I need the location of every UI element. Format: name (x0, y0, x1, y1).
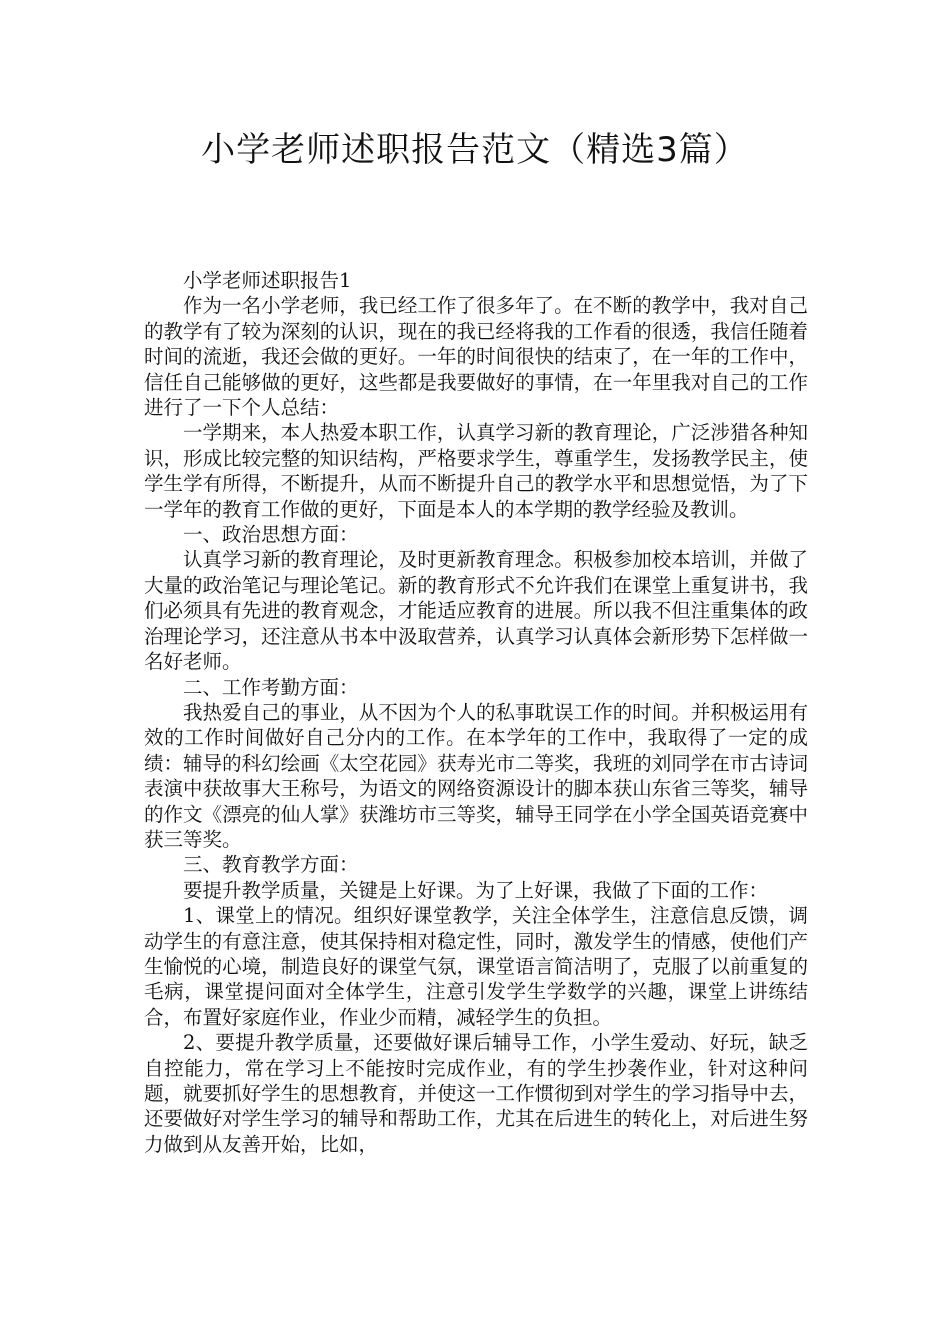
paragraph: 认真学习新的教育理论，及时更新教育理念。积极参加校本培训，并做了大量的政治笔记与理论笔记。新的教育形式不允许我们在课堂上重复讲书，我们必须具有先进的教育观念，才能适应教育的进展。所以我不但注重集体的政治理论学习，还注意从书本中汲取营养，认真学习认真体会新形势下怎样做一名好老师。 (144, 548, 808, 674)
section-heading: 一、政治思想方面： (183, 523, 359, 547)
section-heading: 三、教育教学方面： (183, 853, 359, 877)
document-body (144, 268, 808, 1157)
paragraph: 一学期来，本人热爱本职工作，认真学习新的教育理论，广泛涉猎各种知识，形成比较完整的知识结构，严格要求学生，尊重学生，发扬教学民主，使学生学有所得，不断提升，从而不断提升自己的教学水平和思想觉悟，为了下一学年的教育工作做的更好，下面是本人的本学期的教学经验及教训。 (144, 421, 808, 521)
section-heading: 二、工作考勤方面： (183, 675, 359, 699)
section-heading: 小学老师述职报告1 (183, 269, 352, 292)
paragraph: 2、要提升教学质量，还要做好课后辅导工作，小学生爱动、好玩，缺乏自控能力，常在学习上不能按时完成作业，有的学生抄袭作业，针对这种问题，就要抓好学生的思想教育，并使这一工作惯彻到对学生的学习指导中去，还要做好对学生学习的辅导和帮助工作，尤其在后进生的转化上，对后进生努力做到从友善开始，比如， (144, 1031, 808, 1156)
paragraph: 要提升教学质量，关键是上好课。为了上好课，我做了下面的工作： (183, 878, 769, 902)
paragraph: 作为一名小学老师，我已经工作了很多年了。在不断的教学中，我对自己的教学有了较为深刻的认识，现在的我已经将我的工作看的很透，我信任随着时间的流逝，我还会做的更好。一年的时间很快的结束了，在一年的工作中，信任自己能够做的更好，这些都是我要做好的事情，在一年里我对自己的工作进行了一下个人总结： (144, 294, 808, 420)
paragraph: 1、课堂上的情况。组织好课堂教学，关注全体学生，注意信息反馈，调动学生的有意注意，使其保持相对稳定性，同时，激发学生的情感，使他们产生愉悦的心境，制造良好的课堂气氛，课堂语言简洁明了，克服了以前重复的毛病，课堂提问面对全体学生，注意引发学生学数学的兴趣，课堂上讲练结合，布置好家庭作业，作业少而精，减轻学生的负担。 (144, 904, 808, 1029)
paragraph: 我热爱自己的事业，从不因为个人的私事耽误工作的时间。并积极运用有效的工作时间做好自己分内的工作。在本学年的工作中，我取得了一定的成绩：辅导的科幻绘画《太空花园》获寿光市二等奖，我班的刘同学在市古诗词表演中获故事大王称号，为语文的网络资源设计的脚本获山东省三等奖，辅导的作文《漂亮的仙人掌》获潍坊市三等奖，辅导王同学在小学全国英语竞赛中获三等奖。 (144, 700, 808, 851)
document-title: 小学老师述职报告范文（精选3篇） (201, 130, 749, 170)
